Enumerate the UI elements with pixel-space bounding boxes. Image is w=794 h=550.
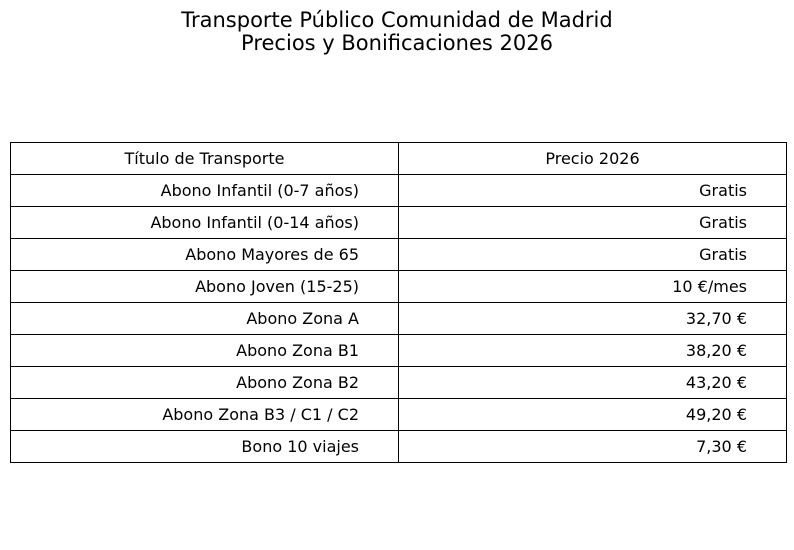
table-row	[11, 207, 787, 239]
ticket-name-cell: Abono Zona B2	[11, 367, 399, 399]
column-header-price: Precio 2026	[399, 143, 787, 175]
price-cell: 10 €/mes	[399, 271, 787, 303]
table-header-row	[11, 143, 787, 175]
price-cell: 32,70 €	[399, 303, 787, 335]
price-table	[10, 142, 787, 463]
table-body	[11, 175, 787, 463]
chart-title-line-1: Transporte Público Comunidad de Madrid	[181, 8, 613, 32]
table-row	[11, 399, 787, 431]
table-row	[11, 271, 787, 303]
price-cell: 38,20 €	[399, 335, 787, 367]
column-header-title: Título de Transporte	[11, 143, 399, 175]
price-cell: 43,20 €	[399, 367, 787, 399]
price-cell: 49,20 €	[399, 399, 787, 431]
table-row	[11, 175, 787, 207]
ticket-name-cell: Abono Joven (15-25)	[11, 271, 399, 303]
price-cell: Gratis	[399, 207, 787, 239]
ticket-name-cell: Abono Mayores de 65	[11, 239, 399, 271]
table-row	[11, 431, 787, 463]
price-cell: 7,30 €	[399, 431, 787, 463]
ticket-name-cell: Abono Infantil (0-7 años)	[11, 175, 399, 207]
chart-title-line-2: Precios y Bonificaciones 2026	[241, 31, 553, 55]
chart-title	[0, 9, 794, 55]
table-row	[11, 303, 787, 335]
ticket-name-cell: Abono Zona B3 / C1 / C2	[11, 399, 399, 431]
table-row	[11, 335, 787, 367]
ticket-name-cell: Abono Infantil (0-14 años)	[11, 207, 399, 239]
ticket-name-cell: Abono Zona A	[11, 303, 399, 335]
price-cell: Gratis	[399, 175, 787, 207]
table-row	[11, 367, 787, 399]
ticket-name-cell: Abono Zona B1	[11, 335, 399, 367]
ticket-name-cell: Bono 10 viajes	[11, 431, 399, 463]
table-row	[11, 239, 787, 271]
price-cell: Gratis	[399, 239, 787, 271]
